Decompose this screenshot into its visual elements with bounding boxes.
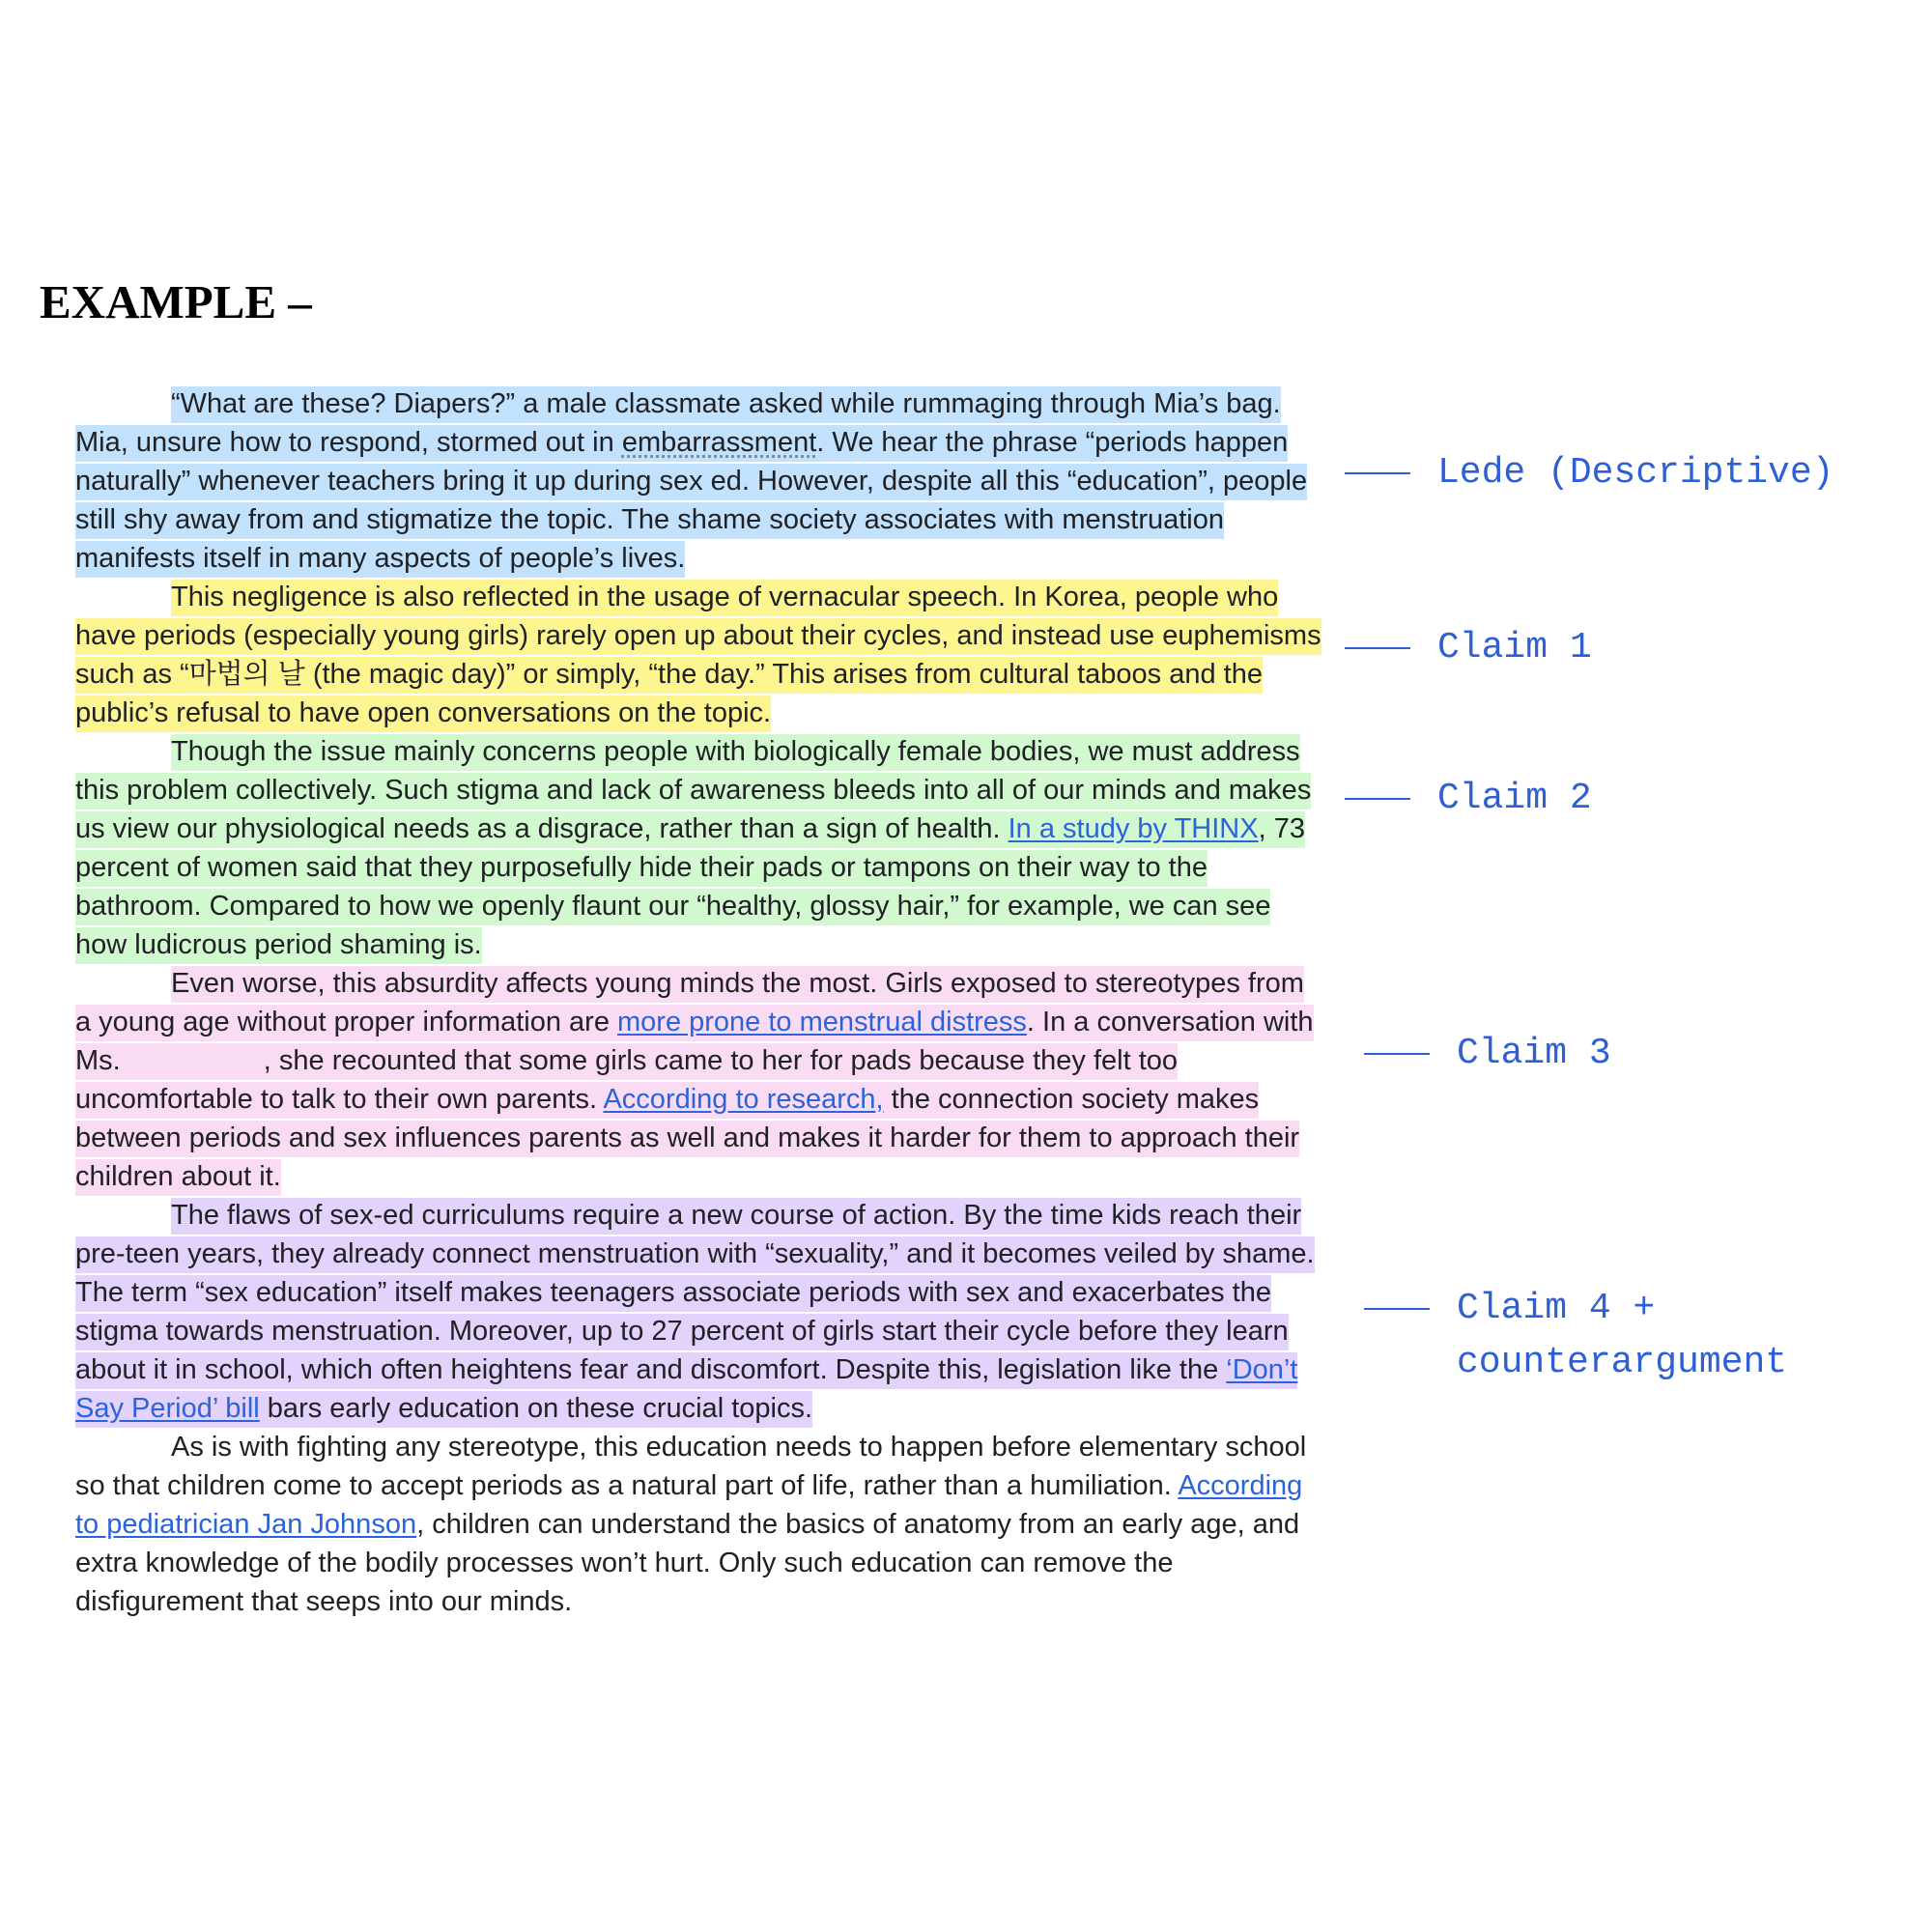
annotation-claim-4	[1364, 1282, 1787, 1390]
text-run: bars early education on these crucial topics.	[259, 1393, 813, 1424]
highlight-lede	[75, 386, 1307, 578]
annotation-label-continued: counterargument	[1457, 1342, 1788, 1383]
link-dont-say-period-bill[interactable]: ‘Don’t Say Period’ bill	[75, 1354, 1298, 1424]
text-run: Even worse, this absurdity affects young minds the most. Girls exposed to stereotypes from a young age without proper information are	[75, 968, 1304, 1037]
annotation-claim-1	[1345, 621, 1592, 675]
annotation-dash	[1345, 472, 1410, 474]
text-run: Though the issue mainly concerns people with biologically female bodies, we must address this problem collectively. Such stigma and lack of awareness bleeds into all of our minds and makes us view our physiological needs as a disgrace, rather than a sign of health.	[75, 736, 1312, 844]
link-pediatrician-jan-johnson[interactable]: According to pediatrician Jan Johnson	[75, 1470, 1303, 1540]
annotation-label: Claim 3	[1457, 1033, 1611, 1074]
highlight-claim-3	[75, 966, 1314, 1196]
paragraph-lede	[75, 384, 1321, 578]
annotation-label: Claim 1	[1437, 627, 1592, 668]
text-run: “What are these? Diapers?” a male classmate asked while rummaging through Mia’s bag. Mia, unsure how to respond, stormed out in	[75, 388, 1281, 458]
annotation-claim-2	[1345, 772, 1592, 826]
text-run: , she recounted that some girls came to her for pads because they felt too uncomfortable to talk to their own parents.	[75, 1045, 1179, 1115]
link-thinx-study[interactable]: In a study by THINX	[1008, 813, 1259, 844]
essay-body	[75, 384, 1321, 1621]
paragraph-claim-4	[75, 1196, 1321, 1428]
page-title: EXAMPLE –	[40, 275, 312, 328]
link-menstrual-distress[interactable]: more prone to menstrual distress	[617, 1007, 1027, 1037]
annotation-claim-3	[1364, 1027, 1611, 1081]
text-run: the connection society makes between periods and sex influences parents as well and makes it harder for them to approach their children about it.	[75, 1084, 1300, 1192]
text-run: . In a conversation with Ms.	[75, 1007, 1314, 1076]
highlight-claim-1: This negligence is also reflected in the usage of vernacular speech. In Korea, people who have periods (especially young girls) rarely open up about their cycles, and instead use euphemisms such as “마법의 날 (the magic day)” or simply, “the day.” This arises from cultural taboos and the public’s refusal to have open conversations on the topic.	[75, 580, 1321, 732]
annotation-label: Claim 2	[1437, 778, 1592, 819]
highlight-claim-2	[75, 734, 1311, 964]
highlight-claim-4	[75, 1198, 1315, 1428]
text-run: . We hear the phrase “periods happen naturally” whenever teachers bring it up during sex ed. However, despite all this “education”, people still shy away from and stigmatize the topic. The shame society associates with menstruation manifests itself in many aspects of people’s lives.	[75, 427, 1308, 574]
text-run: , 73 percent of women said that they purposefully hide their pads or tampons on their way to the bathroom. Compared to how we openly flaunt our “healthy, glossy hair,” for example, we can see how ludicrous period shaming is.	[75, 813, 1305, 960]
text-run: The flaws of sex-ed curriculums require a new course of action. By the time kids reach their pre-teen years, they already connect menstruation with “sexuality,” and it becomes veiled by shame. The term “sex education” itself makes teenagers associate periods with sex and exacerbates the stigma towards menstruation. Moreover, up to 27 percent of girls start their cycle before they learn about it in school, which often heightens fear and discomfort. Despite this, legislation like the	[75, 1200, 1315, 1385]
annotation-lede	[1345, 446, 1833, 500]
annotation-dash	[1345, 647, 1410, 649]
paragraph-conclusion	[75, 1428, 1321, 1621]
paragraph-claim-3	[75, 964, 1321, 1196]
annotation-row	[1364, 1282, 1787, 1336]
text-run: , children can understand the basics of anatomy from an early age, and extra knowledge of the bodily processes won’t hurt. Only such education can remove the disfigurement that seeps into our minds.	[75, 1509, 1300, 1617]
annotation-label: Lede (Descriptive)	[1437, 452, 1834, 494]
link-according-to-research[interactable]: According to research,	[603, 1084, 884, 1115]
spell-check-word[interactable]: embarrassment	[621, 427, 817, 458]
annotation-dash	[1364, 1053, 1430, 1055]
annotation-dash	[1345, 798, 1410, 800]
annotation-dash	[1364, 1308, 1430, 1310]
paragraph-claim-1	[75, 578, 1321, 732]
paragraph-claim-2	[75, 732, 1321, 964]
annotation-label: Claim 4 +	[1457, 1288, 1656, 1329]
text-run: As is with fighting any stereotype, this education needs to happen before elementary school so that children come to accept periods as a natural part of life, rather than a humiliation.	[75, 1432, 1307, 1501]
